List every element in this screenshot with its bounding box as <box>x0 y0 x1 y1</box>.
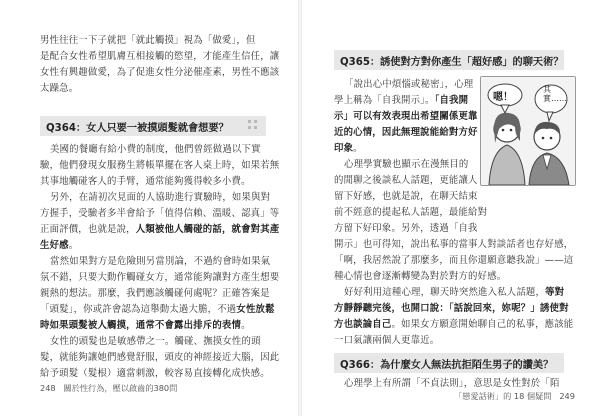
intro-line-1: 男性往往一下子就把「就此觸摸」視為「做愛」，但 <box>40 35 256 46</box>
body-line: 心理學上有所謂「不貞法則」，意思是女性對於「陌 <box>344 378 560 389</box>
body-line: 另外，在請初次見面的人協助進行實驗時，如果與對 <box>50 192 271 203</box>
body-line: 驗，他們發現女服務生將帳單擺在客人桌上時，如果若無 <box>40 160 280 171</box>
emphasis-text: 女性放鬆 <box>236 304 275 315</box>
body-line: 前不經意的提起私人話題，最能給對 <box>334 207 488 218</box>
bubble-left-text: 嗯！ <box>493 92 513 103</box>
body-line: 髮，就能夠讓她們感覺舒服，頭皮的神經接近大腦，因此 <box>40 352 280 363</box>
body-line: 種心情也會逐漸轉變為對於對方的好感。 <box>334 271 507 282</box>
book-gutter <box>298 0 302 416</box>
emphasis-line: 近的心情，因此無理說能給對方好 <box>334 127 478 138</box>
page-number: 248 <box>40 383 56 393</box>
emphasis-text: 方也談論自己 <box>334 319 392 330</box>
body-line: 時如果頭髮被人觸摸，通常不會露出排斥的表情。 <box>40 320 251 331</box>
body-line: 方留下好印象。另外，透過「自我 <box>334 223 478 234</box>
intro-line-4: 太躁急。 <box>40 83 79 94</box>
emphasis-line: 示」可以有效表現出希望關係更靠 <box>334 111 478 122</box>
question-365-box <box>334 50 564 70</box>
question-365-title: Q365：誘使對方對你產生「超好感」的聊天術？ <box>340 57 564 68</box>
question-366-title: Q366：為什麼女人無法抗拒陌生男子的讚美？ <box>340 360 554 371</box>
body-line: 女性的頭髮也是敏感帶之一。觸碰、撫摸女性的頭 <box>50 336 261 347</box>
emphasis-text: 生好感 <box>40 240 69 251</box>
body-line: 氛不錯，只要大動作觸碰女方，通常能夠讓對方產生想要 <box>40 272 280 283</box>
body-line: 當然如果對方是危險則另當別論，不過約會時如果氣 <box>50 256 271 267</box>
body-line: 好好利用這種心理，聊天時突然進入私人話題，等對 <box>344 287 565 298</box>
emphasis-line: 方靜靜聽完後，也開口說：「話說回來，妳呢？」誘使對 <box>334 303 569 314</box>
question-366-box <box>334 353 564 373</box>
body-line: 親熱的想法。那麼，我們應該觸碰何處呢？正確答案是 <box>40 288 270 299</box>
body-line: 「頭髮」，你或許會認為這舉動太過大膽，不過女性放鬆 <box>40 304 275 315</box>
emphasis-text: 印象 <box>334 143 354 154</box>
left-footer <box>40 383 177 394</box>
emphasis-text: 時如果頭髮被人觸摸，通常不會露出排斥的表情 <box>40 320 242 331</box>
intro-line-3: 女性有興趣做愛，為了促進女性分泌催產素，男性不應該 <box>40 67 280 78</box>
question-364-title: Q364：女人只要一被摸頭髮就會想要？ <box>46 123 229 134</box>
footer-title: 「戀愛話術」的 18 個疑問 <box>454 391 552 401</box>
body-line: 其事地觸碰客人的手臂，通常能夠獲得較多小費。 <box>40 176 251 187</box>
bubble-right-text: 其實…… <box>543 85 567 103</box>
body-line: 生好感。 <box>40 240 79 251</box>
page-number: 249 <box>559 391 575 401</box>
emphasis-text: 等對 <box>545 287 565 298</box>
body-line: 方也談論自己。如果女方願意開始聊自己的私事，應該能 <box>334 319 574 330</box>
body-line: 印象。 <box>334 143 363 154</box>
emphasis-text: 「自我開 <box>434 95 469 106</box>
dots-icon <box>248 120 260 132</box>
body-line: 留下好感，也就是說，在聊天結束 <box>334 191 478 202</box>
body-line: 「啊，我居然說了那麼多，而且你還願意聽我說」——這 <box>334 255 574 266</box>
right-footer <box>454 391 575 402</box>
body-line: 給予頭髮（髮根）適當刺激，較容易直接轉化成快感。 <box>40 368 270 379</box>
body-line: 美國的餐廳有給小費的制度，他們曾經做過以下實 <box>50 144 261 155</box>
body-line: 正面評價，也就是說，人類被他人觸碰的話，就會對其產 <box>40 224 280 235</box>
body-line: 心理學實驗也顯示在漫無目的 <box>344 159 469 170</box>
intro-line-2: 是配合女性希望肌膚互相接觸的慾望，才能產生信任，讓 <box>40 51 280 62</box>
body-line: 一口氣讓兩個人更靠近。 <box>334 335 440 346</box>
body-line: 方握手，受驗者多半會給予「值得信賴、溫暖、認真」等 <box>40 208 280 219</box>
body-line: 的閒聊之後談私人話題，更能讓人 <box>334 175 478 186</box>
footer-title: 關於性行為，壓以啟齒的380問 <box>63 383 178 393</box>
body-line: 「說出心中煩惱或秘密」，心理 <box>344 79 474 90</box>
body-line: 開示」也可得知，說出私事的當事人對談話者也存好感， <box>334 239 574 250</box>
emphasis-text: 人類被他人觸碰的話，就會對其產 <box>135 224 280 235</box>
question-364-box <box>40 116 266 136</box>
body-line: 學上稱為「自我開示」。「自我開 <box>334 95 469 106</box>
chat-illustration <box>480 76 576 186</box>
